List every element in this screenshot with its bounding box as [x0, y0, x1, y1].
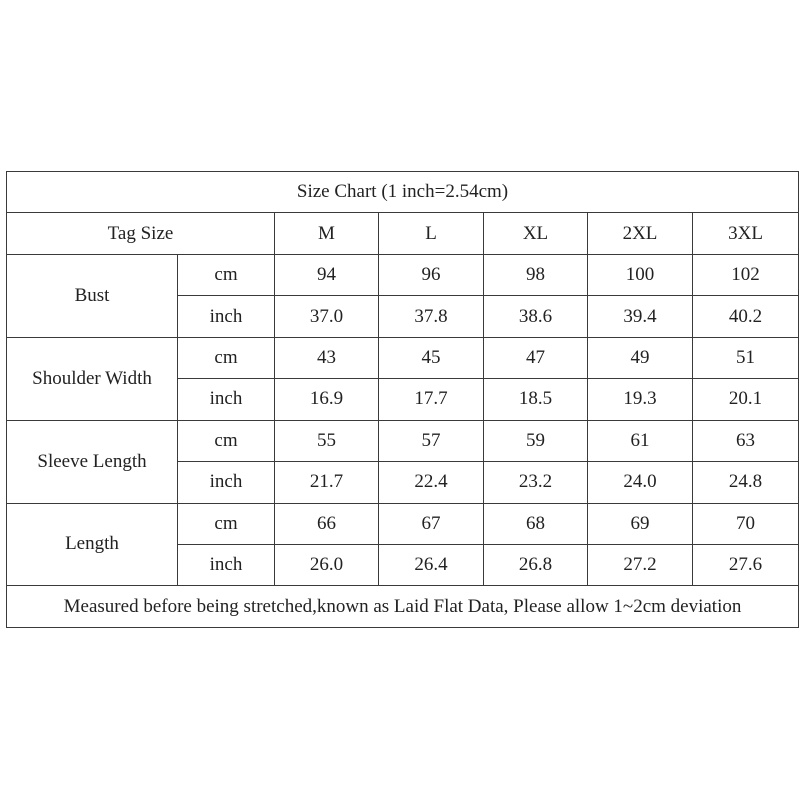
value-cell: 100: [588, 254, 693, 295]
value-cell: 45: [379, 337, 484, 378]
value-cell: 69: [588, 503, 693, 544]
value-cell: 19.3: [588, 379, 693, 420]
value-cell: 59: [484, 420, 588, 461]
size-header-cell: XL: [484, 213, 588, 254]
value-cell: 18.5: [484, 379, 588, 420]
measurement-name: Length: [7, 503, 178, 586]
value-cell: 94: [275, 254, 379, 295]
value-cell: 21.7: [275, 462, 379, 503]
value-cell: 66: [275, 503, 379, 544]
value-cell: 23.2: [484, 462, 588, 503]
measurement-row: [7, 420, 799, 461]
size-header-row: [7, 213, 799, 254]
measurement-row: [7, 254, 799, 295]
measurement-row: [7, 503, 799, 544]
chart-title: Size Chart (1 inch=2.54cm): [7, 172, 799, 213]
value-cell: 68: [484, 503, 588, 544]
value-cell: 24.8: [693, 462, 799, 503]
size-header-cell: L: [379, 213, 484, 254]
value-cell: 17.7: [379, 379, 484, 420]
unit-label: inch: [178, 379, 275, 420]
title-row: [7, 172, 799, 213]
value-cell: 24.0: [588, 462, 693, 503]
value-cell: 67: [379, 503, 484, 544]
unit-label: inch: [178, 544, 275, 585]
value-cell: 39.4: [588, 296, 693, 337]
value-cell: 37.0: [275, 296, 379, 337]
value-cell: 96: [379, 254, 484, 295]
value-cell: 20.1: [693, 379, 799, 420]
value-cell: 61: [588, 420, 693, 461]
value-cell: 27.2: [588, 544, 693, 585]
value-cell: 26.4: [379, 544, 484, 585]
measurement-row: [7, 337, 799, 378]
value-cell: 63: [693, 420, 799, 461]
value-cell: 26.8: [484, 544, 588, 585]
value-cell: 27.6: [693, 544, 799, 585]
value-cell: 37.8: [379, 296, 484, 337]
value-cell: 47: [484, 337, 588, 378]
measurement-name: Shoulder Width: [7, 337, 178, 420]
unit-label: inch: [178, 296, 275, 337]
value-cell: 43: [275, 337, 379, 378]
value-cell: 38.6: [484, 296, 588, 337]
size-header-cell: 2XL: [588, 213, 693, 254]
value-cell: 16.9: [275, 379, 379, 420]
value-cell: 98: [484, 254, 588, 295]
value-cell: 49: [588, 337, 693, 378]
value-cell: 40.2: [693, 296, 799, 337]
footer-row: [7, 586, 799, 627]
value-cell: 102: [693, 254, 799, 295]
size-header-cell: M: [275, 213, 379, 254]
value-cell: 22.4: [379, 462, 484, 503]
value-cell: 57: [379, 420, 484, 461]
value-cell: 70: [693, 503, 799, 544]
value-cell: 55: [275, 420, 379, 461]
unit-label: inch: [178, 462, 275, 503]
unit-label: cm: [178, 420, 275, 461]
unit-label: cm: [178, 337, 275, 378]
measurement-name: Bust: [7, 254, 178, 337]
footer-note: Measured before being stretched,known as Laid Flat Data, Please allow 1~2cm deviation: [7, 586, 799, 627]
unit-label: cm: [178, 503, 275, 544]
value-cell: 51: [693, 337, 799, 378]
value-cell: 26.0: [275, 544, 379, 585]
tag-size-label: Tag Size: [7, 213, 275, 254]
measurement-name: Sleeve Length: [7, 420, 178, 503]
size-header-cell: 3XL: [693, 213, 799, 254]
unit-label: cm: [178, 254, 275, 295]
size-chart-table: [6, 171, 799, 628]
